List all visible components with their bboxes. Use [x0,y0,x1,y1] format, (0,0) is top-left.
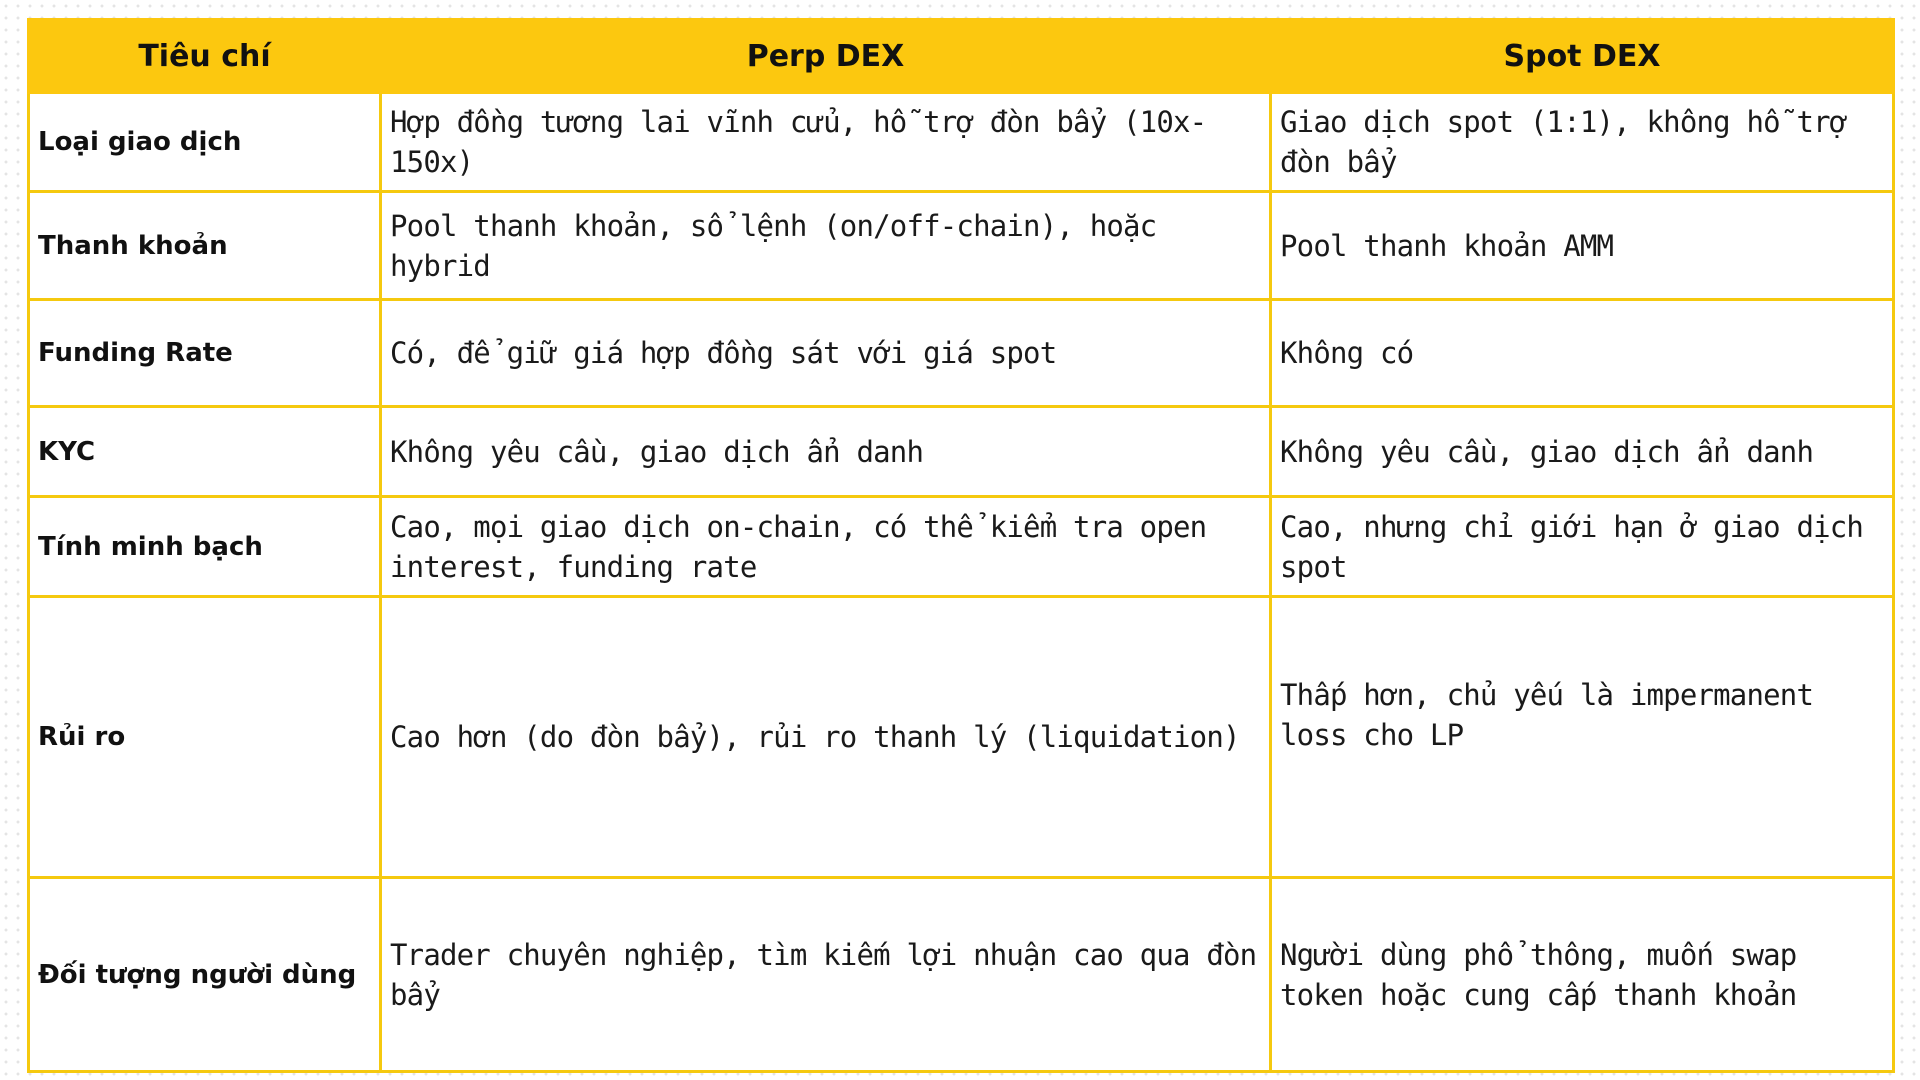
table-row [29,597,1894,878]
table-row [29,300,1894,407]
table-row [29,497,1894,597]
row-perp-value: Hợp đồng tương lai vĩnh cửu, hỗ trợ đòn bẩy (10x-150x) [381,93,1271,192]
row-criterion: Tính minh bạch [29,497,381,597]
comparison-table [27,18,1895,1073]
row-spot-value: Giao dịch spot (1:1), không hỗ trợ đòn bẩy [1271,93,1894,192]
row-criterion: KYC [29,407,381,497]
table-row [29,192,1894,300]
row-spot-value: Pool thanh khoản AMM [1271,192,1894,300]
row-spot-value: Người dùng phổ thông, muốn swap token hoặc cung cấp thanh khoản [1271,878,1894,1072]
table-row [29,407,1894,497]
table-row [29,878,1894,1072]
header-criterion: Tiêu chí [29,20,381,93]
table-row [29,93,1894,192]
row-perp-value: Cao hơn (do đòn bẩy), rủi ro thanh lý (liquidation) [381,597,1271,878]
row-criterion: Thanh khoản [29,192,381,300]
header-row [29,20,1894,93]
row-criterion: Rủi ro [29,597,381,878]
row-perp-value: Cao, mọi giao dịch on-chain, có thể kiểm tra open interest, funding rate [381,497,1271,597]
header-spot-dex: Spot DEX [1271,20,1894,93]
row-spot-value [1271,597,1894,878]
row-criterion: Funding Rate [29,300,381,407]
row-spot-text: Thấp hơn, chủ yếu là impermanent loss cho LP [1280,678,1814,752]
row-perp-value: Trader chuyên nghiệp, tìm kiếm lợi nhuận cao qua đòn bẩy [381,878,1271,1072]
comparison-table-container [27,18,1892,1073]
row-perp-value: Không yêu cầu, giao dịch ẩn danh [381,407,1271,497]
row-criterion: Loại giao dịch [29,93,381,192]
row-spot-value: Không có [1271,300,1894,407]
row-perp-value: Có, để giữ giá hợp đồng sát với giá spot [381,300,1271,407]
row-spot-value: Không yêu cầu, giao dịch ẩn danh [1271,407,1894,497]
row-criterion: Đối tượng người dùng [29,878,381,1072]
row-perp-value: Pool thanh khoản, sổ lệnh (on/off-chain), hoặc hybrid [381,192,1271,300]
row-spot-value: Cao, nhưng chỉ giới hạn ở giao dịch spot [1271,497,1894,597]
header-perp-dex: Perp DEX [381,20,1271,93]
